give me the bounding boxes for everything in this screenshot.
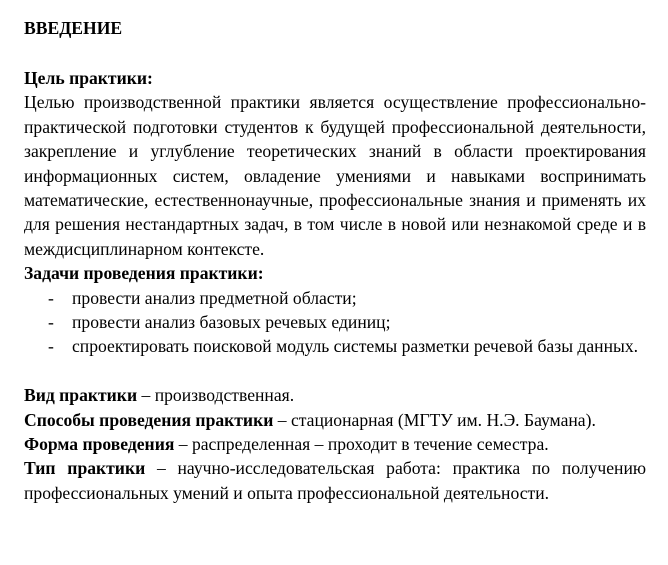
- methods-separator: –: [273, 409, 291, 430]
- methods-line: [24, 408, 646, 432]
- task-item: [24, 334, 646, 358]
- spacer: [24, 42, 646, 66]
- task-item: [24, 310, 646, 334]
- form-separator: –: [174, 434, 192, 455]
- practice-type-label: Вид практики: [24, 385, 138, 406]
- form-value: распределенная – проходит в течение семестра.: [191, 434, 549, 455]
- form-line: [24, 432, 646, 456]
- form-label: Форма проведения: [24, 434, 175, 455]
- document-heading: ВВЕДЕНИЕ: [24, 18, 123, 38]
- goal-paragraph: Целью производственной практики является осуществление профессионально-практической подготовки студентов к будущей профессиональной деятельности, закрепление и углубление теоретических знаний в области проектирования информационных систем, овладение умениями и навыками воспринимать математические, естественнонаучные, профессиональные знания и применять их для решения нестандартных задач, в том числе в новой или незнакомой среде и в междисциплинарном контексте.: [24, 92, 646, 259]
- kind-line: [24, 456, 646, 505]
- kind-value: научно-исследовательская работа: практика по получению профессиональных умений и опыта профессиональной деятельности.: [24, 458, 647, 503]
- bullet-dash: -: [48, 336, 54, 357]
- kind-separator: –: [145, 458, 178, 479]
- bullet-dash: -: [48, 312, 54, 333]
- tasks-list: [24, 286, 646, 359]
- goal-label: Цель практики:: [24, 68, 153, 88]
- tasks-label: Задачи проведения практики:: [24, 263, 264, 284]
- bullet-dash: -: [48, 287, 54, 308]
- task-text: провести анализ базовых речевых единиц;: [72, 312, 391, 333]
- practice-type-line: [24, 383, 646, 407]
- spacer: [24, 359, 646, 383]
- methods-label: Способы проведения практики: [24, 409, 274, 430]
- methods-value: стационарная (МГТУ им. Н.Э. Баумана).: [290, 409, 596, 430]
- practice-type-value: производственная.: [154, 385, 295, 406]
- task-text: спроектировать поисковой модуль системы разметки речевой базы данных.: [72, 336, 639, 357]
- task-text: провести анализ предметной области;: [72, 287, 357, 308]
- task-item: [24, 286, 646, 310]
- kind-label: Тип практики: [24, 458, 146, 479]
- practice-type-separator: –: [137, 385, 155, 406]
